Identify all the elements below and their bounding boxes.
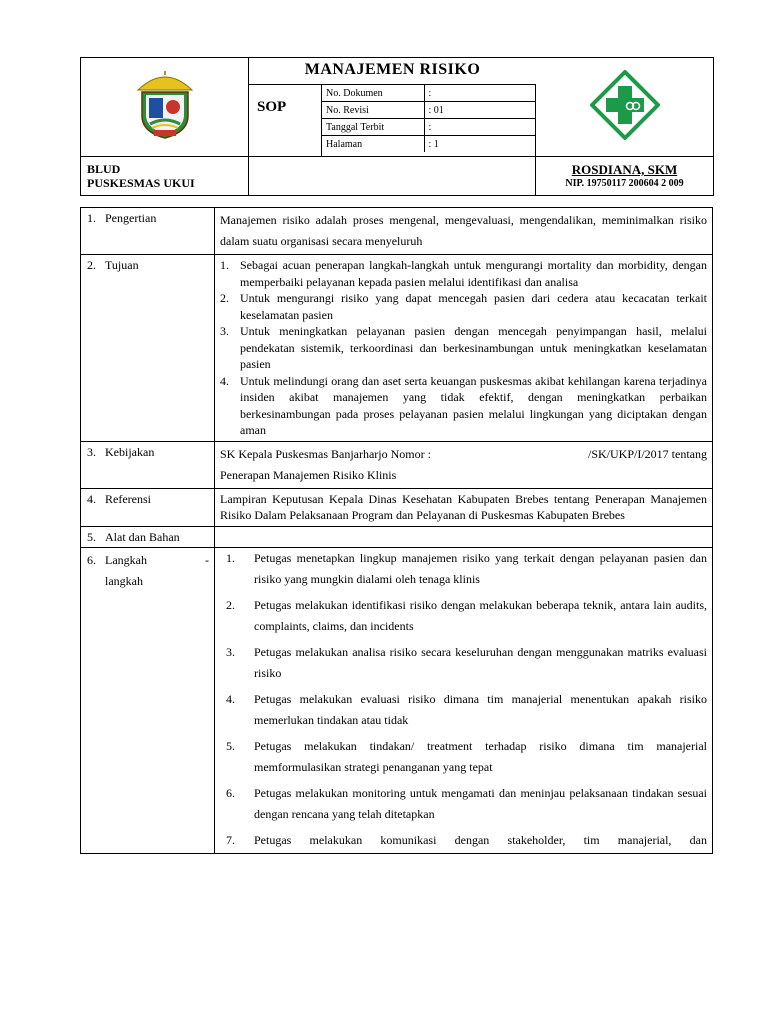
- list-item: 7. Petugas melakukan komunikasi dengan stakeholder, tim manajerial, dan: [226, 833, 707, 847]
- regional-government-emblem-icon: [130, 70, 200, 140]
- list-item: 2. Untuk mengurangi risiko yang dapat mencegah pasien dari cedera atau kecacatan terkait keselamatan pasien: [220, 291, 707, 322]
- tujuan-list: [220, 257, 707, 439]
- doc-field-row: No. Dokumen :: [322, 85, 535, 102]
- list-item: 3. Untuk meningkatkan pelayanan pasien dengan mencegah penyimpangan hasil, melalui pendekatan sistemik, terkoordinasi dan berkesinambungan untuk meningkatkan keselamatan pasien: [220, 324, 707, 371]
- section-pengertian: 1. Pengertian Manajemen risiko adalah proses mengenal, mengevaluasi, mengendalikan, meminimalkan risiko dalam suatu organisasi secara menyeluruh: [81, 208, 713, 255]
- list-item: 1. Sebagai acuan penerapan langkah-langkah untuk mengurangi mortality dan morbidity, dengan memperbaiki pelayanan kepada pasien melalui identifikasi dan analisa: [220, 258, 707, 289]
- doc-field-row: Halaman : 1: [322, 136, 535, 153]
- referensi-text: Lampiran Keputusan Kepala Dinas Kesehatan Kabupaten Brebes tentang Penerapan Manajemen Risiko Dalam Pelaksanaan Program dan Pelayanan di Puskesmas Kabupaten Brebes: [215, 488, 713, 526]
- sop-content-table: [80, 207, 713, 854]
- organization-cell: [81, 157, 249, 196]
- langkah-list: [220, 548, 707, 851]
- list-item: 4. Untuk melindungi orang dan aset serta keuangan puskesmas akibat kehilangan karena terjadinya insiden akibat manajemen yang tidak efektif, dengan meningkatkan perbaikan berkesinambungan pada proses pelayanan pasien melalui lingkungan yang diciptakan dengan aman: [220, 373, 707, 437]
- section-label: Pengertian: [105, 211, 157, 225]
- org-line-1: BLUD: [87, 162, 121, 176]
- signer-cell: [536, 157, 714, 196]
- section-label-continued: langkah: [105, 574, 143, 588]
- doc-field-row: No. Revisi : 01: [322, 102, 535, 119]
- section-label: Referensi: [105, 491, 151, 506]
- section-kebijakan: 3. Kebijakan SK Kepala Puskesmas Banjarharjo Nomor : /SK/UKP/I/2017 tentang Penerapan Manajemen Risiko Klinis: [81, 441, 713, 488]
- document-title: MANAJEMEN RISIKO: [249, 58, 536, 85]
- signer-name: ROSDIANA, SKM: [571, 162, 678, 177]
- section-tujuan: 2. Tujuan 1. Sebagai acuan penerapan langkah-langkah untuk mengurangi mortality dan morbidity, dengan memperbaiki pelayanan kepada pasien melalui identifikasi dan analisa 2. Untuk mengurangi risiko yang dapat mencegah pasien dari cedera atau kecacatan terkait keselamatan pasien 3. Untuk meningkatkan pelayanan pasien dengan mencegah penyimpangan hasil, melalui pendekatan sistemik, terkoordinasi dan berkesinambungan untuk meningkatkan keselamatan pasien 4. Untuk melindungi orang dan aset serta keuangan puskesmas akibat kehilangan karena terjadinya insiden akibat manajemen yang tidak efektif, dengan meningkatkan perbaikan berkesinambungan pada proses pelayanan pasien melalui lingkungan yang diciptakan dengan aman: [81, 255, 713, 442]
- section-langkah: 6. Langkah - langkah 1. Petugas menetapkan lingkup manajemen risiko yang terkait dengan pelayanan pasien dan risiko yang mungkin dialami oleh tenaga klinis 2. Petugas melakukan identifikasi risiko dengan melakukan beberapa teknik, antara lain audits, complaints, claims, dan incidents 3. Petugas melakukan analisa risiko secara keseluruhan dengan menggunakan matriks evaluasi risiko 4. Petugas melakukan evaluasi risiko dimana tim manajerial menentukan apakah risiko memerlukan tindakan atau tidak 5. Petugas melakukan tindakan/ treatment terhadap risiko dimana tim manajerial memformulasikan strategi penanganan yang tepat 6. Petugas melakukan monitoring untuk mengamati dan meninjau pelaksanaan tindakan sesuai dengan rencana yang telah ditetapkan 7. Petugas melakukan komunikasi dengan stakeholder, tim manajerial, dan: [81, 548, 713, 854]
- section-alat: 5. Alat dan Bahan: [81, 526, 713, 548]
- left-logo-cell: [81, 58, 249, 157]
- section-label: Langkah: [105, 553, 147, 567]
- blank-cell: [249, 157, 536, 196]
- list-item: 2. Petugas melakukan identifikasi risiko dengan melakukan beberapa teknik, antara lain audits, complaints, claims, dan incidents: [226, 598, 707, 633]
- list-item: 3. Petugas melakukan analisa risiko secara keseluruhan dengan menggunakan matriks evaluasi risiko: [226, 645, 707, 680]
- list-item: 6. Petugas melakukan monitoring untuk mengamati dan meninjau pelaksanaan tindakan sesuai dengan rencana yang telah ditetapkan: [226, 786, 707, 821]
- list-item: 4. Petugas melakukan evaluasi risiko dimana tim manajerial menentukan apakah risiko memerlukan tindakan atau tidak: [226, 692, 707, 727]
- document-info-table: [322, 85, 535, 152]
- alat-text: [215, 526, 713, 548]
- doc-field-row: Tanggal Terbit :: [322, 119, 535, 136]
- section-label: Tujuan: [105, 258, 139, 272]
- list-item: 1. Petugas menetapkan lingkup manajemen risiko yang terkait dengan pelayanan pasien dan risiko yang mungkin dialami oleh tenaga klinis: [226, 551, 707, 586]
- section-label: Kebijakan: [105, 444, 155, 459]
- kebijakan-line-2: Penerapan Manajemen Risiko Klinis: [220, 467, 397, 482]
- right-logo-cell: [536, 58, 714, 157]
- section-label: Alat dan Bahan: [105, 529, 180, 544]
- sop-label: SOP: [257, 99, 287, 115]
- puskesmas-green-cross-logo-icon: [590, 70, 660, 140]
- kebijakan-line-1b: /SK/UKP/I/2017 tentang: [588, 446, 707, 461]
- pengertian-text: Manajemen risiko adalah proses mengenal, mengevaluasi, mengendalikan, meminimalkan risiko dalam suatu organisasi secara menyeluruh: [215, 208, 713, 255]
- list-item: 5. Petugas melakukan tindakan/ treatment terhadap risiko dimana tim manajerial memformulasikan strategi penanganan yang tepat: [226, 739, 707, 774]
- signer-nip: NIP. 19750117 200604 2 009: [565, 178, 684, 189]
- org-line-2: PUSKESMAS UKUI: [87, 176, 195, 190]
- section-referensi: 4. Referensi Lampiran Keputusan Kepala Dinas Kesehatan Kabupaten Brebes tentang Penerapan Manajemen Risiko Dalam Pelaksanaan Program dan Pelayanan di Puskesmas Kabupaten Brebes: [81, 488, 713, 526]
- sop-header-table: [80, 57, 714, 196]
- kebijakan-line-1a: SK Kepala Puskesmas Banjarharjo Nomor :: [220, 446, 431, 461]
